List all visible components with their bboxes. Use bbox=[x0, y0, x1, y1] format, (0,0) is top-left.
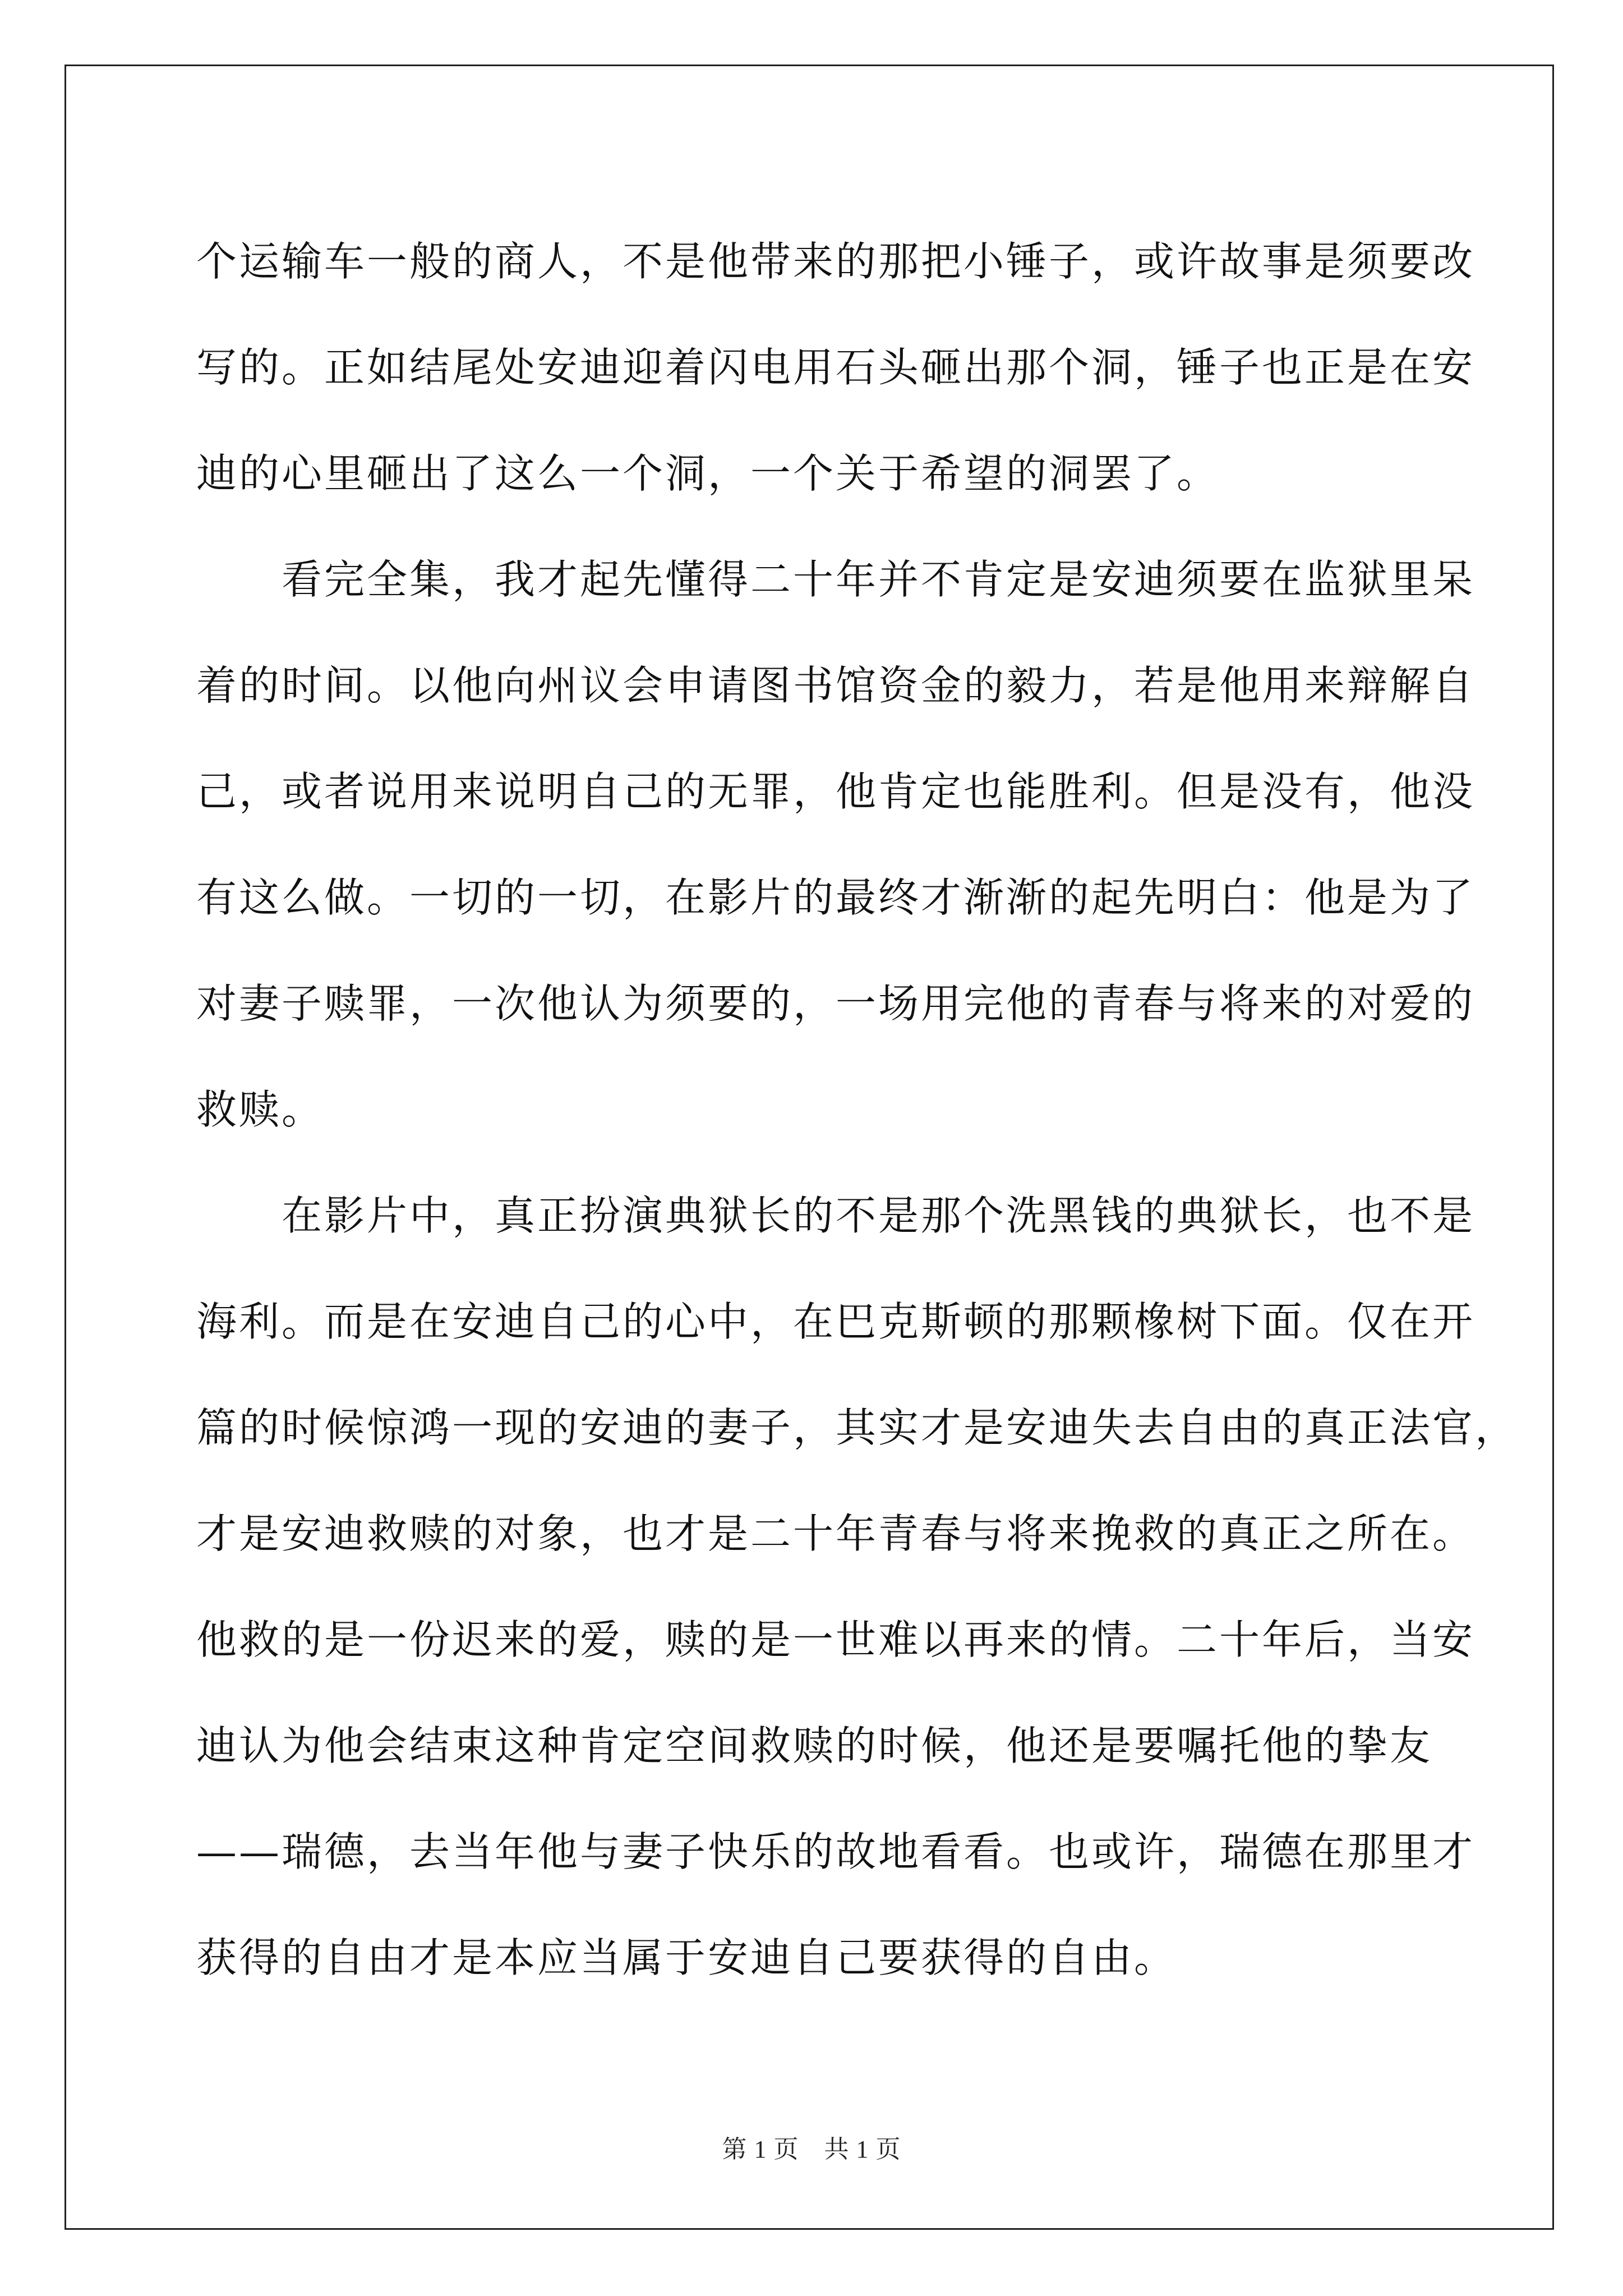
text-line: 才是安迪救赎的对象，也才是二十年青春与将来挽救的真正之所在。 bbox=[196, 1510, 1476, 1557]
text-line: 迪的心里砸出了这么一个洞，一个关于希望的洞罢了。 bbox=[196, 450, 1220, 497]
text-line: 他救的是一份迟来的爱，赎的是一世难以再来的情。二十年后，当安 bbox=[196, 1616, 1476, 1663]
text-line: 获得的自由才是本应当属于安迪自己要获得的自由。 bbox=[196, 1934, 1177, 1981]
text-line: 篇的时候惊鸿一现的安迪的妻子，其实才是安迪失去自由的真正法官， bbox=[196, 1404, 1518, 1451]
text-line: 在影片中，真正扮演典狱长的不是那个洗黑钱的典狱长，也不是 bbox=[196, 1192, 1476, 1239]
text-line: 看完全集，我才起先懂得二十年并不肯定是安迪须要在监狱里呆 bbox=[196, 556, 1476, 603]
text-line: 着的时间。以他向州议会申请图书馆资金的毅力，若是他用来辩解自 bbox=[196, 662, 1476, 709]
text-line: 有这么做。一切的一切，在影片的最终才渐渐的起先明白：他是为了 bbox=[196, 874, 1476, 921]
text-line: 对妻子赎罪，一次他认为须要的，一场用完他的青春与将来的对爱的 bbox=[196, 980, 1476, 1027]
text-line: 己，或者说用来说明自己的无罪，他肯定也能胜利。但是没有，他没 bbox=[196, 768, 1476, 815]
document-body bbox=[196, 209, 1518, 2011]
page-number-footer: 第 1 页 共 1 页 bbox=[722, 2136, 901, 2163]
text-line: 迪认为他会结束这种肯定空间救赎的时候，他还是要嘱托他的挚友 bbox=[196, 1722, 1433, 1769]
text-line: 救赎。 bbox=[196, 1086, 325, 1133]
text-line: ——瑞德，去当年他与妻子快乐的故地看看。也或许，瑞德在那里才 bbox=[196, 1828, 1476, 1875]
text-line: 写的。正如结尾处安迪迎着闪电用石头砸出那个洞，锤子也正是在安 bbox=[196, 344, 1476, 391]
text-line: 海利。而是在安迪自己的心中，在巴克斯顿的那颗橡树下面。仅在开 bbox=[196, 1298, 1476, 1345]
text-line: 个运输车一般的商人，不是他带来的那把小锤子，或许故事是须要改 bbox=[196, 238, 1476, 285]
